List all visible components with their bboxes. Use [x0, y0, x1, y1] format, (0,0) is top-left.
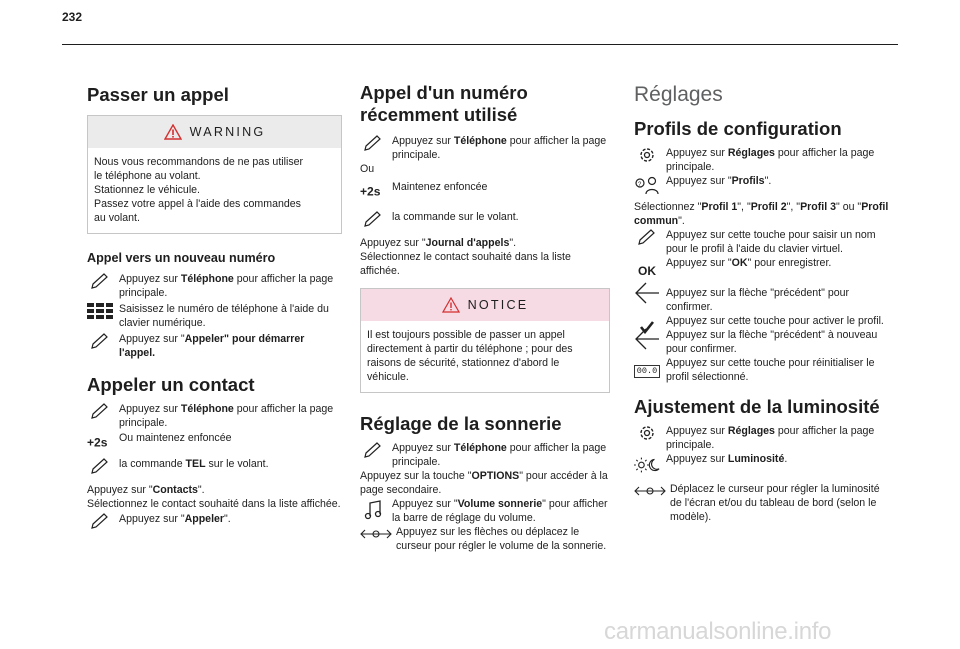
text: Appuyez sur cette touche pour activer le profil. — [666, 315, 884, 327]
step — [360, 180, 610, 199]
ok-label: OK — [638, 264, 656, 278]
text: pour afficher la page principale. — [666, 147, 875, 173]
text-bold: Appeler — [184, 513, 225, 525]
text-bold: Téléphone — [180, 273, 234, 285]
text-bold: Contacts — [152, 484, 198, 496]
text: Appuyez sur — [119, 403, 181, 415]
keypad-icon — [87, 302, 113, 320]
step — [360, 134, 610, 162]
reset-display-icon — [634, 362, 660, 380]
text: Appuyez sur — [666, 453, 728, 465]
step — [87, 272, 342, 300]
step — [634, 314, 894, 328]
stylus-icon — [87, 512, 113, 530]
settings-gear-icon — [634, 146, 660, 164]
stylus-icon — [87, 272, 113, 290]
warning-box — [87, 115, 342, 234]
slider-arrows-icon — [360, 525, 392, 543]
long-press-2s-icon — [360, 182, 386, 200]
text: Appuyez sur — [666, 147, 728, 159]
step — [634, 424, 894, 452]
step — [360, 441, 610, 469]
step — [87, 431, 342, 450]
step — [360, 210, 610, 224]
text: " pour accéder à la page secondaire. — [360, 470, 608, 496]
text: Appuyez sur " — [119, 333, 185, 345]
text-bold: TEL — [185, 458, 206, 470]
text: Déplacez le curseur pour régler la luminosité de l'écran et/ou du tableau de bord (selon le modèle). — [670, 483, 880, 523]
notice-label: NOTICE — [467, 298, 529, 312]
step — [634, 174, 894, 188]
paragraph: Sélectionnez le contact souhaité dans la liste affichée. — [360, 251, 571, 277]
text-bold: OK — [731, 257, 748, 269]
music-note-icon — [360, 501, 386, 519]
text-bold: Réglages — [727, 147, 775, 159]
svg-text:+2s: +2s — [87, 435, 108, 450]
svg-text:+2s: +2s — [360, 184, 381, 199]
text: Appuyez sur les flèches ou déplacez le curseur pour régler le volume de la sonnerie. — [396, 526, 607, 552]
text: ", " — [786, 201, 801, 213]
text: Sélectionnez " — [634, 201, 702, 213]
text: Appuyez sur — [392, 135, 454, 147]
warning-line: le téléphone au volant. — [94, 170, 201, 182]
section-title-reglages: Réglages — [634, 83, 723, 106]
text: Ou maintenez enfoncée — [119, 432, 232, 444]
text: ". — [764, 175, 772, 187]
reset-display-label: 00.0 — [634, 365, 660, 378]
text: ". — [509, 237, 517, 249]
text-bold: OPTIONS — [471, 470, 520, 482]
text: la commande — [119, 458, 186, 470]
text: pour afficher la page principale. — [392, 442, 607, 468]
paragraph: Sélectionnez le contact souhaité dans la liste affichée. — [87, 498, 341, 510]
step — [87, 402, 342, 430]
paragraph — [360, 469, 610, 497]
text: Maintenez enfoncée — [392, 181, 488, 193]
text: Appuyez sur la flèche "précédent" pour confirmer. — [666, 287, 850, 313]
text-bold: Téléphone — [453, 135, 507, 147]
text-bold: Luminosité — [727, 453, 785, 465]
text: Appuyez sur — [119, 273, 181, 285]
text: Appuyez sur " — [392, 498, 458, 510]
text: Appuyez sur " — [87, 484, 153, 496]
warning-line: Passez votre appel à l'aide des commandes — [94, 198, 301, 210]
stylus-icon — [87, 402, 113, 420]
text: " pour enregistrer. — [747, 257, 832, 269]
step — [87, 332, 342, 360]
subsection-title-nouveau-numero: Appel vers un nouveau numéro — [87, 251, 276, 265]
stylus-icon — [87, 457, 113, 475]
profiles-icon — [634, 176, 660, 194]
column-1 — [87, 60, 342, 526]
ok-button-icon — [634, 262, 660, 280]
text: pour afficher la page principale. — [119, 403, 334, 429]
section-title-passer-appel: Passer un appel — [87, 84, 229, 105]
warning-line: au volant. — [94, 212, 140, 224]
notice-box — [360, 288, 610, 393]
section-title-sonnerie: Réglage de la sonnerie — [360, 413, 562, 434]
text: Appuyez sur la flèche "précédent" à nouveau pour confirmer. — [666, 329, 878, 355]
step — [87, 302, 342, 330]
text: Appuyez sur la touche " — [360, 470, 472, 482]
step — [634, 146, 894, 174]
subsection-title-luminosite: Ajustement de la luminosité — [634, 396, 880, 417]
text: . — [784, 453, 788, 465]
watermark: carmanualsonline.info — [604, 618, 832, 645]
svg-text:?: ? — [638, 182, 642, 188]
warning-label: WARNING — [189, 125, 266, 139]
text: Appuyez sur — [392, 442, 454, 454]
text: pour afficher la page principale. — [392, 135, 607, 161]
stylus-icon — [634, 228, 660, 246]
text-bold: Profils — [731, 175, 765, 187]
text-bold: Journal d'appels — [425, 237, 510, 249]
stylus-icon — [360, 441, 386, 459]
stylus-icon — [360, 134, 386, 152]
column-2 — [360, 60, 610, 553]
stylus-icon — [360, 210, 386, 228]
text: ". — [197, 484, 205, 496]
text-bold: Profil 1 — [701, 201, 738, 213]
column-3 — [634, 60, 894, 524]
step — [87, 457, 342, 471]
paragraph: Ou — [360, 163, 375, 175]
text-bold: Téléphone — [180, 403, 234, 415]
step — [634, 328, 894, 356]
text: Appuyez sur " — [119, 513, 185, 525]
text: sur le volant. — [205, 458, 269, 470]
text: " pour afficher la barre de réglage du volume. — [392, 498, 608, 524]
step — [634, 286, 894, 314]
step — [634, 452, 894, 466]
text: Appuyez sur cette touche pour réinitialiser le profil sélectionné. — [666, 357, 875, 383]
text: Appuyez sur cette touche pour saisir un nom pour le profil à l'aide du clavier virtuel. — [666, 229, 876, 255]
step — [87, 512, 342, 526]
text: ". — [678, 215, 685, 227]
text: Appuyez sur " — [360, 237, 426, 249]
paragraph — [634, 200, 894, 228]
warning-body — [88, 148, 341, 233]
step — [634, 228, 894, 256]
subsection-title-profils: Profils de configuration — [634, 118, 842, 139]
text: la commande sur le volant. — [392, 211, 519, 223]
text: pour afficher la page principale. — [666, 425, 875, 451]
long-press-2s-icon — [87, 433, 113, 451]
text: Appuyez sur " — [666, 257, 732, 269]
step — [634, 356, 894, 384]
paragraph — [87, 483, 342, 497]
text: ". — [224, 513, 231, 525]
warning-line: Nous vous recommandons de ne pas utiliser — [94, 156, 304, 168]
step — [360, 525, 610, 553]
step — [360, 497, 610, 525]
page-number: 232 — [62, 10, 83, 24]
step — [634, 256, 894, 278]
text-bold: Volume sonnerie — [457, 498, 543, 510]
paragraph — [360, 236, 610, 250]
text-bold: Profil 3 — [800, 201, 836, 213]
text-bold: Téléphone — [453, 442, 507, 454]
text-bold: Appeler" pour démarrer l'appel. — [119, 333, 305, 359]
notice-body: Il est toujours possible de passer un appel directement à partir du téléphone ; pour des raisons de sécurité, stationnez d'abord le véhicule. — [367, 329, 573, 383]
text-bold: Réglages — [727, 425, 775, 437]
text-bold: Profil 2 — [750, 201, 787, 213]
settings-gear-icon — [634, 424, 660, 442]
back-arrow-icon — [634, 330, 660, 348]
stylus-icon — [87, 332, 113, 350]
text: " ou " — [835, 201, 862, 213]
text-bold: Profil commun — [634, 201, 889, 227]
step — [634, 482, 894, 524]
notice-header — [361, 289, 609, 321]
text: pour afficher la page principale. — [119, 273, 334, 299]
notice-icon — [442, 297, 460, 313]
text: Appuyez sur " — [666, 175, 732, 187]
text: ", " — [737, 201, 751, 213]
slider-arrows-icon — [634, 482, 666, 500]
warning-header — [88, 116, 341, 148]
warning-line: Stationnez le véhicule. — [94, 184, 201, 196]
section-title-appeler-contact: Appeler un contact — [87, 374, 255, 395]
back-arrow-icon — [634, 284, 660, 302]
header-rule — [62, 44, 898, 45]
text: Saisissez le numéro de téléphone à l'aide du clavier numérique. — [119, 303, 329, 329]
section-title-appel-recent: Appel d'un numéro récemment utilisé — [360, 82, 528, 125]
text: Appuyez sur — [666, 425, 728, 437]
warning-icon — [164, 124, 182, 140]
brightness-icon — [634, 456, 660, 474]
